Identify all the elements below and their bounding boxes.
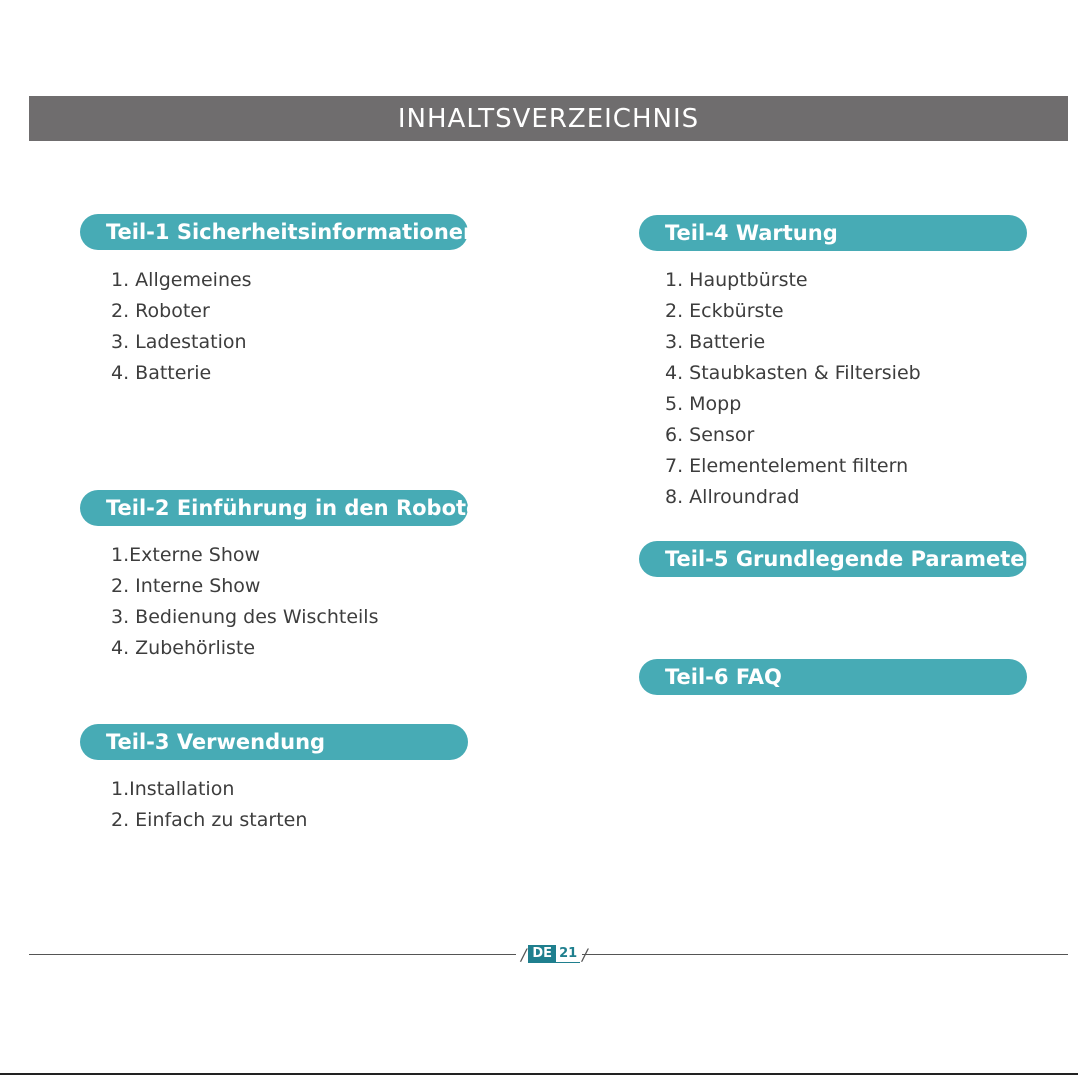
list-item[interactable]: 5. Mopp xyxy=(665,393,742,415)
page-number: 21 xyxy=(556,946,580,963)
section-heading-label: Teil-5 Grundlegende Parameter xyxy=(665,547,1035,571)
list-item[interactable]: 6. Sensor xyxy=(665,424,755,446)
list-item[interactable]: 2. Roboter xyxy=(111,300,210,322)
list-item[interactable]: 4. Staubkasten & Filtersieb xyxy=(665,362,921,384)
language-badge: DE xyxy=(528,945,556,963)
section-heading-teil-2[interactable] xyxy=(80,490,491,526)
list-item[interactable]: 1.Externe Show xyxy=(111,544,261,566)
list-item[interactable]: 7. Elementelement filtern xyxy=(665,455,909,477)
footer-divider-left xyxy=(29,954,516,955)
section-heading-label: Teil-2 Einführung in den Roboter xyxy=(106,496,491,520)
section-heading-label: Teil-1 Sicherheitsinformationen xyxy=(106,220,478,244)
section-heading-label: Teil-3 Verwendung xyxy=(106,730,326,754)
page-number-badge xyxy=(519,944,590,964)
section-list-teil-1 xyxy=(111,265,252,389)
list-item[interactable]: 3. Batterie xyxy=(665,331,766,353)
section-list-teil-2 xyxy=(111,540,378,664)
page-title: INHALTSVERZEICHNIS xyxy=(397,103,700,134)
list-item[interactable]: 1.Installation xyxy=(111,778,235,800)
section-heading-teil-3[interactable] xyxy=(80,724,468,760)
list-item[interactable]: 4. Batterie xyxy=(111,362,212,384)
footer-divider-right xyxy=(582,954,1068,955)
section-list-teil-3 xyxy=(111,774,307,836)
list-item[interactable]: 2. Interne Show xyxy=(111,575,261,597)
slash-glyph: / xyxy=(521,944,527,964)
list-item[interactable]: 1. Hauptbürste xyxy=(665,269,808,291)
list-item[interactable]: 1. Allgemeines xyxy=(111,269,252,291)
list-item[interactable]: 4. Zubehörliste xyxy=(111,637,256,659)
section-heading-teil-4[interactable] xyxy=(639,215,1027,251)
section-heading-label: Teil-6 FAQ xyxy=(665,665,782,689)
section-heading-teil-6[interactable] xyxy=(639,659,1027,695)
list-item[interactable]: 8. Allroundrad xyxy=(665,486,800,508)
section-heading-label: Teil-4 Wartung xyxy=(665,221,838,245)
list-item[interactable]: 2. Eckbürste xyxy=(665,300,784,322)
list-item[interactable]: 3. Ladestation xyxy=(111,331,247,353)
section-heading-teil-5[interactable] xyxy=(639,541,1035,577)
section-heading-teil-1[interactable] xyxy=(80,214,478,250)
title-bar xyxy=(29,96,1068,141)
list-item[interactable]: 3. Bedienung des Wischteils xyxy=(111,606,379,628)
section-list-teil-4 xyxy=(665,265,921,513)
list-item[interactable]: 2. Einfach zu starten xyxy=(111,809,308,831)
